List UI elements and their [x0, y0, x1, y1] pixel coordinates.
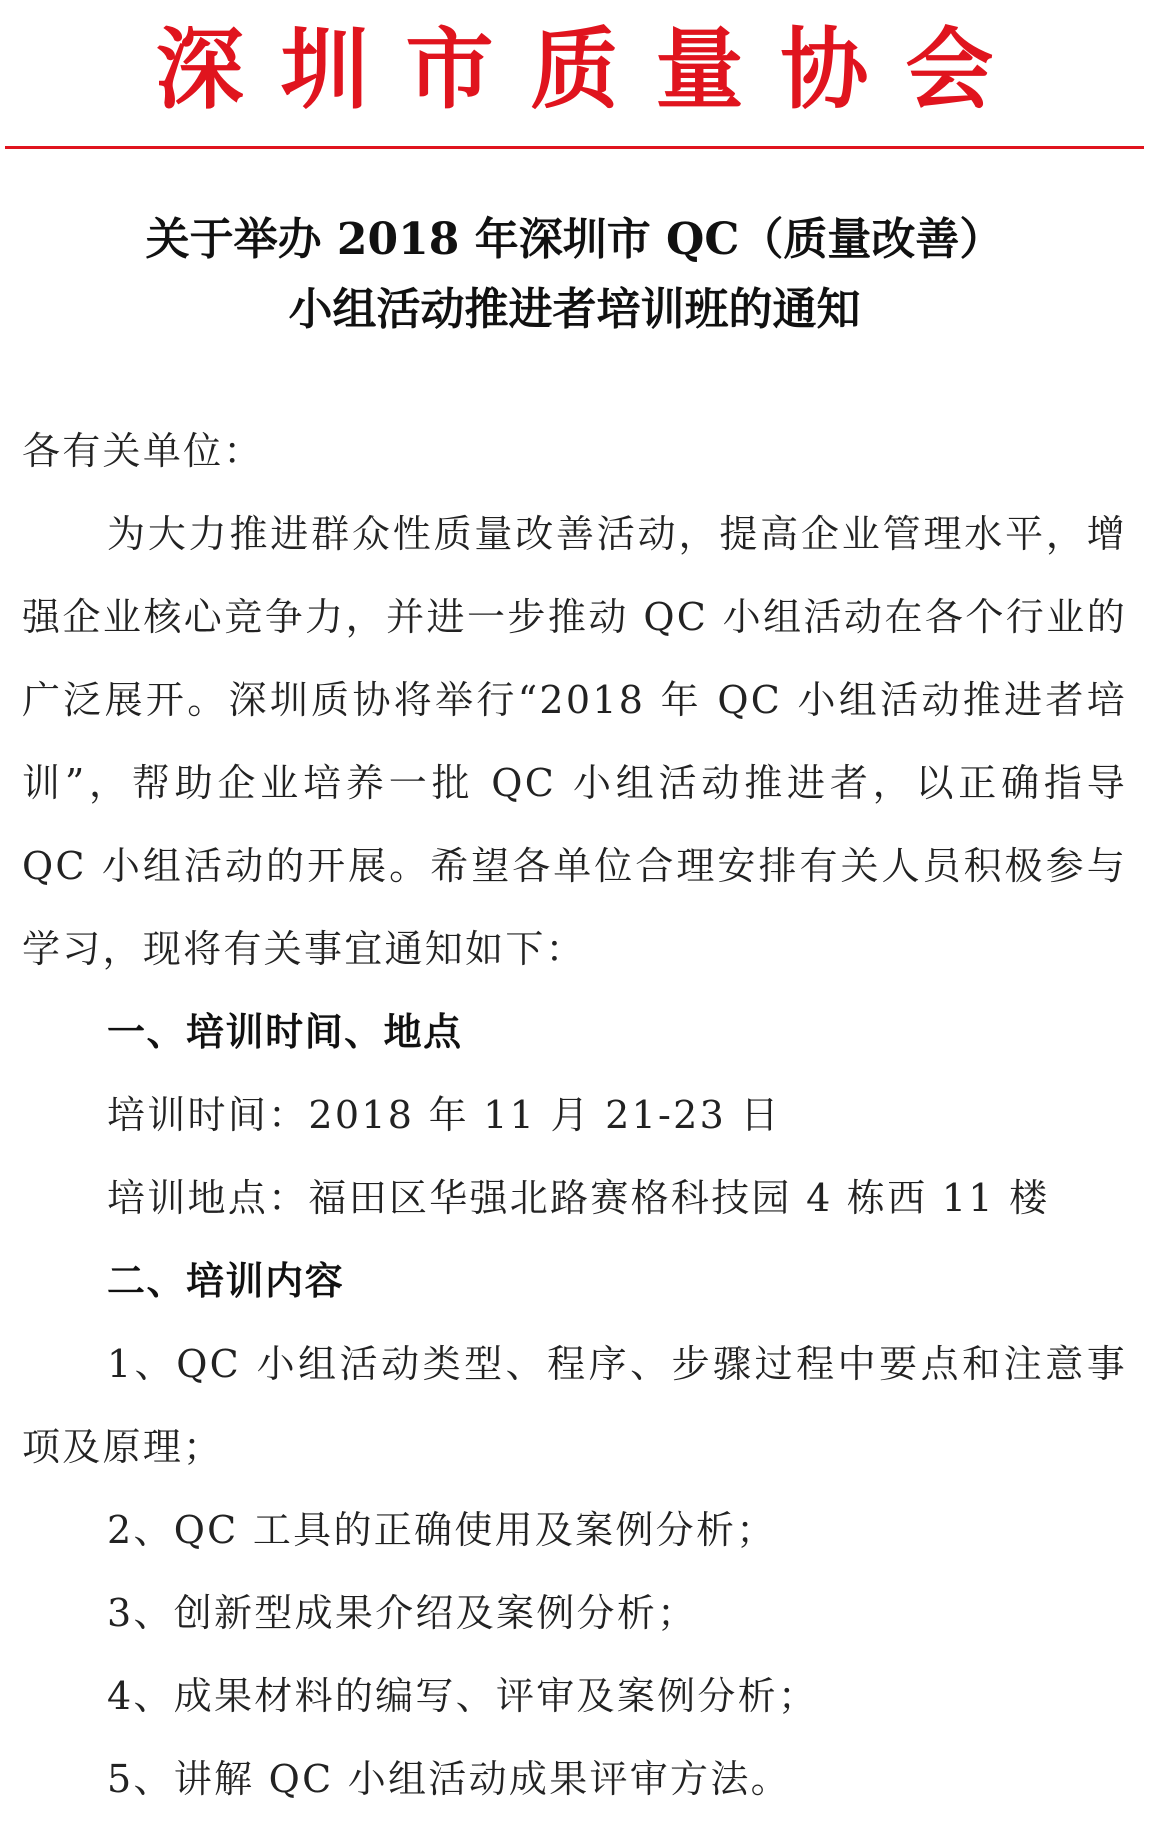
intro-paragraph: 为大力推进群众性质量改善活动，提高企业管理水平，增强企业核心竞争力，并进一步推动 QC 小组活动在各个行业的广泛展开。深圳质协将举行“2018 年 QC 小组活动推进者培训”，帮助企业培养一批 QC 小组活动推进者，以正确指导 QC 小组活动的开展。希望各单位合理安排有关人员积极参与学习，现将有关事宜通知如下： [22, 512, 1127, 971]
section-2-heading: 二、培训内容 [107, 1259, 345, 1303]
letterhead-divider [5, 146, 1144, 149]
notice-title-line-1: 关于举办 2018 年深圳市 QC（质量改善） [145, 214, 1004, 265]
content-item-4: 4、成果材料的编写、评审及案例分析； [107, 1674, 819, 1718]
notice-title-line-2: 小组活动推进者培训班的通知 [288, 284, 861, 335]
organization-letterhead: 深圳市质量协会 [155, 17, 1031, 121]
content-item-5: 5、讲解 QC 小组活动成果评审方法。 [107, 1757, 791, 1801]
content-item-3: 3、创新型成果介绍及案例分析； [107, 1591, 698, 1635]
training-time: 培训时间：2018 年 11 月 21-23 日 [107, 1093, 781, 1137]
content-item-2: 2、QC 工具的正确使用及案例分析； [107, 1508, 777, 1552]
section-1-heading: 一、培训时间、地点 [107, 1010, 463, 1054]
notice-body [22, 410, 1127, 1821]
training-location: 培训地点：福田区华强北路赛格科技园 4 栋西 11 楼 [107, 1176, 1050, 1220]
salutation: 各有关单位： [22, 429, 264, 473]
content-item-1: 1、QC 小组活动类型、程序、步骤过程中要点和注意事项及原理； [22, 1342, 1127, 1469]
